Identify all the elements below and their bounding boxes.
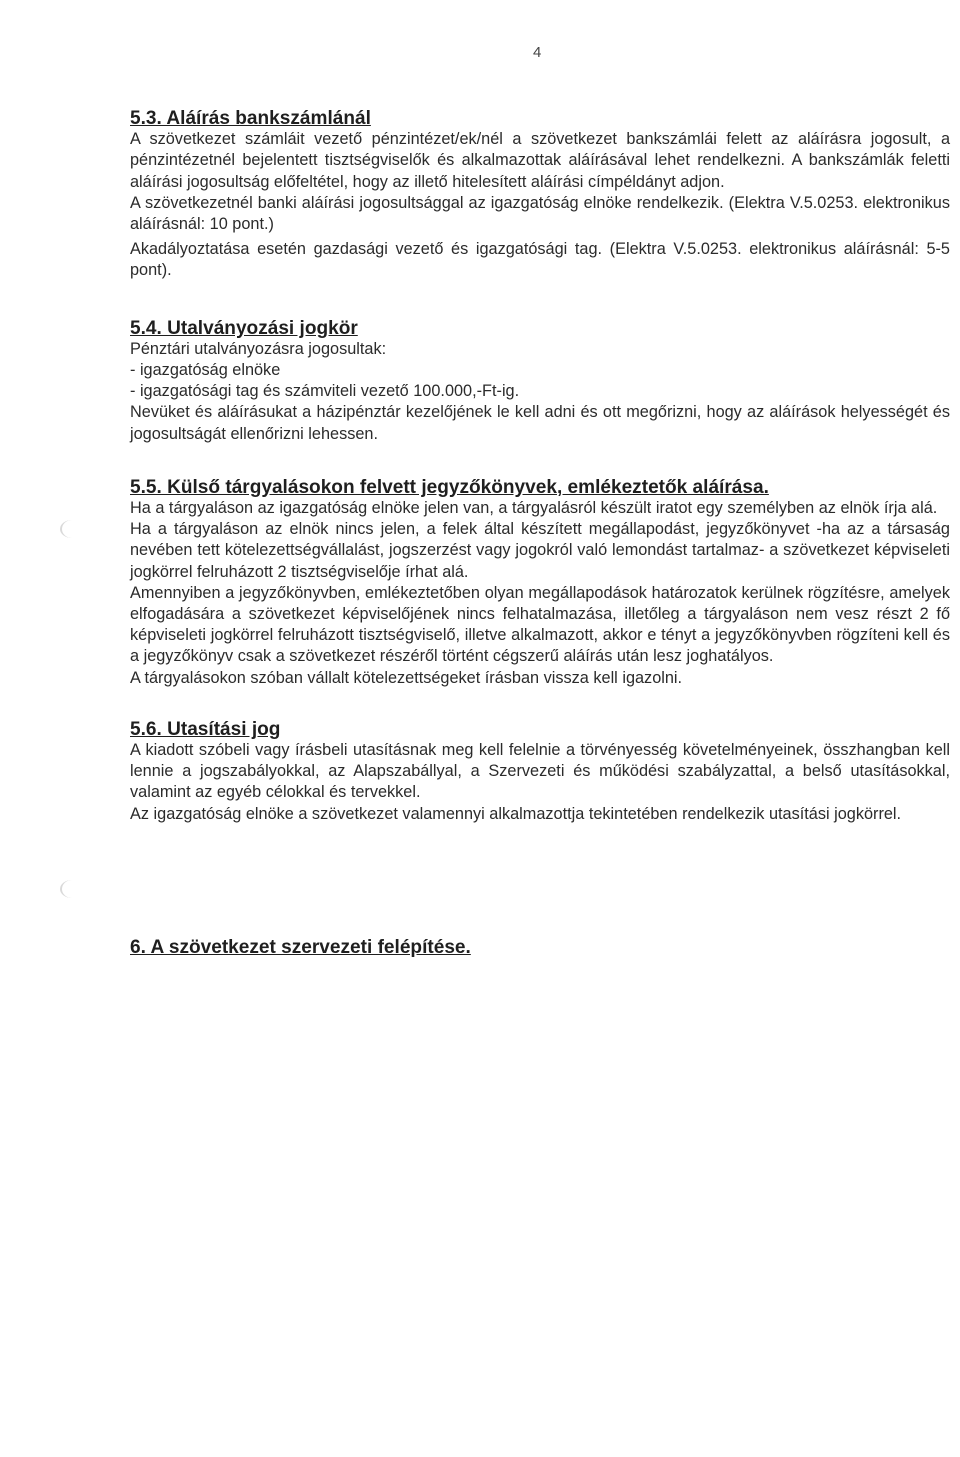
section-5-6-paragraph: A kiadott szóbeli vagy írásbeli utasításnak meg kell felelnie a törvényesség követelményeinek, összhangban kell lennie a jogszabályokkal, az Alapszabállyal, a Szervezeti és működési szabályzattal, a belső utasításokkal, valamint az egyéb célokkal és tervekkel. (130, 741, 950, 802)
section-5-3-paragraph: Akadályoztatása esetén gazdasági vezető és igazgatósági tag. (Elektra V.5.0253. elektronikus aláírásnál: 5-5 pont). (130, 240, 950, 280)
section-5-5-paragraph: A tárgyalásokon szóban vállalt kötelezettségeket írásban vissza kell igazolni. (130, 668, 683, 687)
section-5-4-line: Pénztári utalványozásra jogosultak: (130, 339, 387, 358)
section-5-5-paragraph: Ha a tárgyaláson az igazgatóság elnöke jelen van, a tárgyalásról készült iratot egy személyben az elnök írja alá. (130, 499, 938, 518)
section-5-5-paragraph: Ha a tárgyaláson az elnök nincs jelen, a felek által készített megállapodást, jegyzőkönyvet -ha az a társaság nevében tett kötelezettségvállalást, jogszerzést vagy jogokról való lemondást tartalmaz- a szövetkezet képviseleti jogkörrel felruházott 2 tisztségviselője írhat alá. (130, 520, 950, 581)
scan-artifact-mark (60, 880, 84, 898)
section-5-4-paragraph: Nevüket és aláírásukat a házipénztár kezelőjének le kell adni és ott megőrizni, hogy az aláírások helyességét és jogosultságát ellenőrizni lehessen. (130, 403, 950, 443)
section-5-3-paragraph: A szövetkezet számláit vezető pénzintézet/ek/nél a szövetkezet bankszámlái felett az aláírásra jogosult, a pénzintézetnél bejelentett tisztségviselők és alkalmazottak aláírásával lehet rendelkezni. A bankszámlák feletti aláírási jogosultság előfeltétel, hogy az illető hitelesített aláírási címpéldányt adjon. (130, 130, 950, 191)
document-body (130, 108, 950, 958)
section-5-4-list-item: - igazgatóság elnöke (130, 361, 281, 380)
section-5-6-paragraph: Az igazgatóság elnöke a szövetkezet valamennyi alkalmazottja tekintetében rendelkezik utasítási jogkörrel. (130, 804, 902, 823)
section-5-3-heading: 5.3. Aláírás bankszámlánál (130, 108, 371, 129)
section-5-4-heading: 5.4. Utalványozási jogkör (130, 317, 358, 339)
section-5-4-list-item: - igazgatósági tag és számviteli vezető 100.000,-Ft-ig. (130, 382, 520, 401)
section-5-5-paragraph: Amennyiben a jegyzőkönyvben, emlékeztetőben olyan megállapodások határozatok kerülnek rögzítésre, amelyek elfogadására a szövetkezet képviselőjének nincs felhatalmazása, illetőleg a tárgyaláson nem vesz részt 2 fő képviseleti jogkörrel felruházott tisztségviselő, illetve alkalmazott, akkor e tényt a jegyzőkönyvben rögzíteni kell és a jegyzőkönyv csak a szövetkezet részéről történt cégszerű aláírás után lesz joghatályos. (130, 583, 950, 666)
section-5-3-paragraph: A szövetkezetnél banki aláírási jogosultsággal az igazgatóság elnöke rendelkezik. (Elektra V.5.0253. elektronikus aláírásnál: 10 pont.) (130, 193, 950, 234)
page-number: 4 (533, 44, 542, 61)
section-5-5-heading: 5.5. Külső tárgyalásokon felvett jegyzőkönyvek, emlékeztetők aláírása. (130, 476, 769, 498)
section-6-heading: 6. A szövetkezet szervezeti felépítése. (130, 936, 471, 958)
section-5-6-heading: 5.6. Utasítási jog (130, 718, 281, 740)
scan-artifact-mark (60, 520, 84, 538)
